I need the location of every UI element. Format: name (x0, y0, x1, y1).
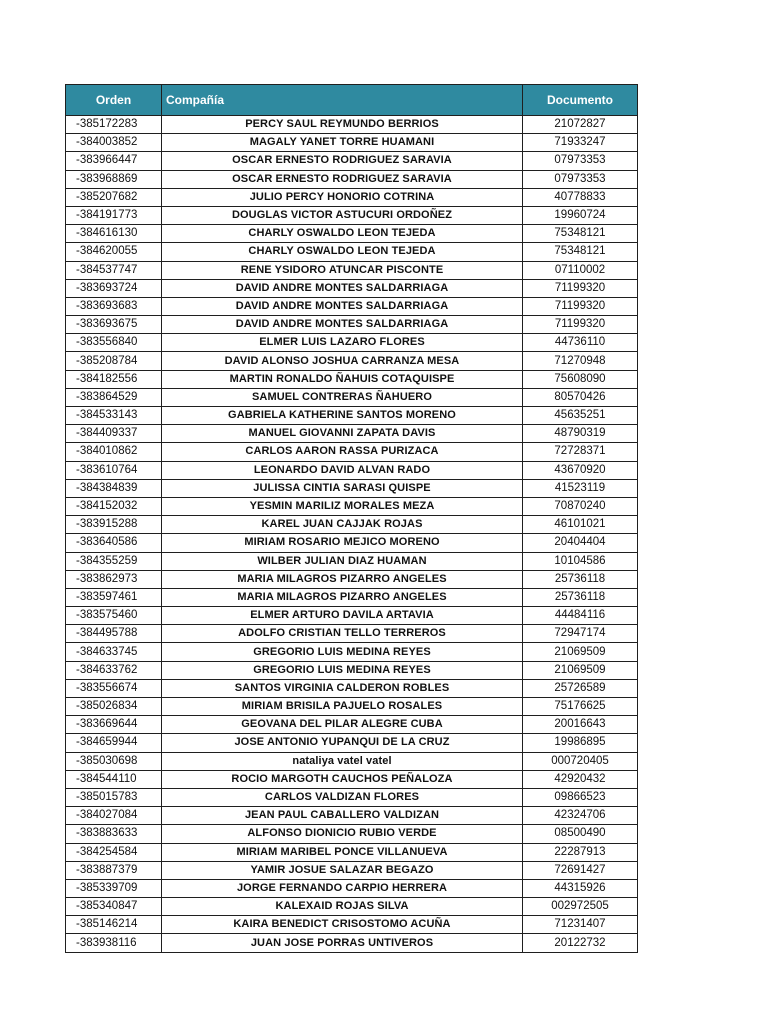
cell-orden: -384152032 (66, 497, 162, 515)
table-row (66, 279, 638, 297)
cell-compania: MARIA MILAGROS PIZARRO ANGELES (162, 588, 523, 606)
cell-documento: 19986895 (523, 734, 638, 752)
cell-documento: 21072827 (523, 116, 638, 134)
table-row (66, 116, 638, 134)
cell-documento: 20122732 (523, 934, 638, 952)
table-row (66, 552, 638, 570)
cell-documento: 71199320 (523, 279, 638, 297)
table-row (66, 388, 638, 406)
table-row (66, 461, 638, 479)
table-row (66, 134, 638, 152)
cell-compania: JULIO PERCY HONORIO COTRINA (162, 188, 523, 206)
cell-compania: ELMER LUIS LAZARO FLORES (162, 334, 523, 352)
cell-compania: ADOLFO CRISTIAN TELLO TERREROS (162, 625, 523, 643)
cell-compania: KAREL JUAN CAJJAK ROJAS (162, 516, 523, 534)
spreadsheet-sheet (65, 84, 637, 953)
cell-documento: 000720405 (523, 752, 638, 770)
table-row (66, 316, 638, 334)
cell-compania: CHARLY OSWALDO LEON TEJEDA (162, 225, 523, 243)
cell-orden: -384003852 (66, 134, 162, 152)
cell-documento: 25726589 (523, 679, 638, 697)
cell-documento: 72947174 (523, 625, 638, 643)
cell-documento: 42920432 (523, 770, 638, 788)
cell-compania: PERCY SAUL REYMUNDO BERRIOS (162, 116, 523, 134)
table-row (66, 188, 638, 206)
cell-compania: MIRIAM MARIBEL PONCE VILLANUEVA (162, 843, 523, 861)
cell-documento: 75176625 (523, 698, 638, 716)
cell-orden: -383597461 (66, 588, 162, 606)
cell-documento: 71199320 (523, 316, 638, 334)
cell-documento: 07110002 (523, 261, 638, 279)
cell-orden: -383669644 (66, 716, 162, 734)
cell-orden: -383640586 (66, 534, 162, 552)
cell-orden: -384633745 (66, 643, 162, 661)
cell-documento: 21069509 (523, 643, 638, 661)
orders-table (65, 84, 638, 953)
cell-documento: 21069509 (523, 661, 638, 679)
table-row (66, 206, 638, 224)
cell-compania: JUAN JOSE PORRAS UNTIVEROS (162, 934, 523, 952)
cell-compania: DAVID ANDRE MONTES SALDARRIAGA (162, 297, 523, 315)
table-header (66, 85, 638, 116)
cell-orden: -385172283 (66, 116, 162, 134)
cell-orden: -385339709 (66, 879, 162, 897)
cell-compania: CARLOS AARON RASSA PURIZACA (162, 443, 523, 461)
table-row (66, 261, 638, 279)
table-row (66, 243, 638, 261)
cell-compania: GABRIELA KATHERINE SANTOS MORENO (162, 407, 523, 425)
cell-orden: -383693724 (66, 279, 162, 297)
cell-orden: -384409337 (66, 425, 162, 443)
table-row (66, 425, 638, 443)
cell-orden: -385340847 (66, 898, 162, 916)
table-row (66, 497, 638, 515)
cell-compania: OSCAR ERNESTO RODRIGUEZ SARAVIA (162, 170, 523, 188)
cell-documento: 40778833 (523, 188, 638, 206)
table-row (66, 825, 638, 843)
table-row (66, 734, 638, 752)
cell-documento: 70870240 (523, 497, 638, 515)
table-row (66, 679, 638, 697)
table-row (66, 770, 638, 788)
table-row (66, 443, 638, 461)
cell-orden: -384537747 (66, 261, 162, 279)
cell-compania: OSCAR ERNESTO RODRIGUEZ SARAVIA (162, 152, 523, 170)
cell-documento: 22287913 (523, 843, 638, 861)
cell-compania: CARLOS VALDIZAN FLORES (162, 788, 523, 806)
cell-orden: -384633762 (66, 661, 162, 679)
cell-compania: GREGORIO LUIS MEDINA REYES (162, 643, 523, 661)
cell-orden: -384620055 (66, 243, 162, 261)
cell-orden: -383915288 (66, 516, 162, 534)
cell-documento: 41523119 (523, 479, 638, 497)
cell-orden: -385146214 (66, 916, 162, 934)
cell-documento: 72691427 (523, 861, 638, 879)
cell-documento: 75608090 (523, 370, 638, 388)
table-row (66, 643, 638, 661)
cell-compania: SANTOS VIRGINIA CALDERON ROBLES (162, 679, 523, 697)
cell-orden: -385030698 (66, 752, 162, 770)
table-row (66, 407, 638, 425)
table-row (66, 916, 638, 934)
cell-compania: GEOVANA DEL PILAR ALEGRE CUBA (162, 716, 523, 734)
cell-documento: 19960724 (523, 206, 638, 224)
cell-documento: 45635251 (523, 407, 638, 425)
cell-orden: -383556840 (66, 334, 162, 352)
column-header-orden: Orden (66, 85, 162, 116)
cell-orden: -383693675 (66, 316, 162, 334)
table-row (66, 807, 638, 825)
cell-compania: MANUEL GIOVANNI ZAPATA DAVIS (162, 425, 523, 443)
cell-orden: -383966447 (66, 152, 162, 170)
cell-documento: 10104586 (523, 552, 638, 570)
table-row (66, 370, 638, 388)
cell-compania: DAVID ALONSO JOSHUA CARRANZA MESA (162, 352, 523, 370)
cell-compania: RENE YSIDORO ATUNCAR PISCONTE (162, 261, 523, 279)
table-row (66, 879, 638, 897)
table-row (66, 607, 638, 625)
cell-orden: -383575460 (66, 607, 162, 625)
cell-orden: -383862973 (66, 570, 162, 588)
column-header-documento: Documento (523, 85, 638, 116)
table-row (66, 534, 638, 552)
cell-compania: KALEXAID ROJAS SILVA (162, 898, 523, 916)
cell-compania: JORGE FERNANDO CARPIO HERRERA (162, 879, 523, 897)
table-row (66, 716, 638, 734)
cell-compania: YESMIN MARILIZ MORALES MEZA (162, 497, 523, 515)
cell-documento: 44736110 (523, 334, 638, 352)
cell-documento: 80570426 (523, 388, 638, 406)
table-row (66, 225, 638, 243)
cell-orden: -385015783 (66, 788, 162, 806)
table-row (66, 479, 638, 497)
table-row (66, 570, 638, 588)
table-row (66, 334, 638, 352)
cell-compania: nataliya vatel vatel (162, 752, 523, 770)
table-row (66, 788, 638, 806)
table-row (66, 297, 638, 315)
cell-compania: DAVID ANDRE MONTES SALDARRIAGA (162, 279, 523, 297)
cell-orden: -383610764 (66, 461, 162, 479)
cell-orden: -384191773 (66, 206, 162, 224)
cell-documento: 20016643 (523, 716, 638, 734)
cell-orden: -384533143 (66, 407, 162, 425)
cell-orden: -383887379 (66, 861, 162, 879)
cell-documento: 20404404 (523, 534, 638, 552)
cell-compania: CHARLY OSWALDO LEON TEJEDA (162, 243, 523, 261)
cell-compania: KAIRA BENEDICT CRISOSTOMO ACUÑA (162, 916, 523, 934)
cell-compania: YAMIR JOSUE SALAZAR BEGAZO (162, 861, 523, 879)
cell-documento: 72728371 (523, 443, 638, 461)
cell-orden: -383968869 (66, 170, 162, 188)
cell-orden: -384495788 (66, 625, 162, 643)
cell-compania: ROCIO MARGOTH CAUCHOS PEÑALOZA (162, 770, 523, 788)
cell-documento: 75348121 (523, 225, 638, 243)
cell-compania: MARTIN RONALDO ÑAHUIS COTAQUISPE (162, 370, 523, 388)
cell-compania: SAMUEL CONTRERAS ÑAHUERO (162, 388, 523, 406)
table-row (66, 861, 638, 879)
cell-documento: 71933247 (523, 134, 638, 152)
cell-documento: 71231407 (523, 916, 638, 934)
cell-orden: -383556674 (66, 679, 162, 697)
cell-documento: 25736118 (523, 588, 638, 606)
cell-orden: -384659944 (66, 734, 162, 752)
cell-documento: 75348121 (523, 243, 638, 261)
table-row (66, 898, 638, 916)
table-row (66, 516, 638, 534)
cell-documento: 71270948 (523, 352, 638, 370)
cell-orden: -384254584 (66, 843, 162, 861)
cell-compania: WILBER JULIAN DIAZ HUAMAN (162, 552, 523, 570)
cell-documento: 07973353 (523, 152, 638, 170)
cell-compania: JOSE ANTONIO YUPANQUI DE LA CRUZ (162, 734, 523, 752)
table-body (66, 116, 638, 953)
table-row (66, 352, 638, 370)
cell-orden: -385207682 (66, 188, 162, 206)
cell-documento: 08500490 (523, 825, 638, 843)
cell-documento: 002972505 (523, 898, 638, 916)
cell-orden: -384384839 (66, 479, 162, 497)
table-row (66, 698, 638, 716)
cell-orden: -383864529 (66, 388, 162, 406)
cell-orden: -383693683 (66, 297, 162, 315)
cell-compania: LEONARDO DAVID ALVAN RADO (162, 461, 523, 479)
cell-documento: 25736118 (523, 570, 638, 588)
cell-orden: -383938116 (66, 934, 162, 952)
table-row (66, 934, 638, 952)
cell-compania: ELMER ARTURO DAVILA ARTAVIA (162, 607, 523, 625)
cell-orden: -384010862 (66, 443, 162, 461)
cell-orden: -383883633 (66, 825, 162, 843)
table-row (66, 170, 638, 188)
cell-orden: -384027084 (66, 807, 162, 825)
cell-compania: MIRIAM BRISILA PAJUELO ROSALES (162, 698, 523, 716)
table-row (66, 152, 638, 170)
cell-documento: 71199320 (523, 297, 638, 315)
cell-compania: MIRIAM ROSARIO MEJICO MORENO (162, 534, 523, 552)
cell-documento: 07973353 (523, 170, 638, 188)
cell-compania: MARIA MILAGROS PIZARRO ANGELES (162, 570, 523, 588)
cell-compania: ALFONSO DIONICIO RUBIO VERDE (162, 825, 523, 843)
cell-compania: DOUGLAS VICTOR ASTUCURI ORDOÑEZ (162, 206, 523, 224)
cell-compania: MAGALY YANET TORRE HUAMANI (162, 134, 523, 152)
column-header-compania: Compañía (162, 85, 523, 116)
table-row (66, 588, 638, 606)
cell-compania: JULISSA CINTIA SARASI QUISPE (162, 479, 523, 497)
cell-orden: -384544110 (66, 770, 162, 788)
cell-orden: -385208784 (66, 352, 162, 370)
cell-orden: -384355259 (66, 552, 162, 570)
header-row (66, 85, 638, 116)
cell-documento: 46101021 (523, 516, 638, 534)
table-row (66, 661, 638, 679)
cell-orden: -384182556 (66, 370, 162, 388)
cell-compania: JEAN PAUL CABALLERO VALDIZAN (162, 807, 523, 825)
table-row (66, 752, 638, 770)
cell-compania: GREGORIO LUIS MEDINA REYES (162, 661, 523, 679)
cell-documento: 09866523 (523, 788, 638, 806)
cell-compania: DAVID ANDRE MONTES SALDARRIAGA (162, 316, 523, 334)
cell-documento: 43670920 (523, 461, 638, 479)
cell-orden: -384616130 (66, 225, 162, 243)
cell-documento: 44315926 (523, 879, 638, 897)
table-row (66, 625, 638, 643)
cell-documento: 44484116 (523, 607, 638, 625)
cell-documento: 48790319 (523, 425, 638, 443)
cell-documento: 42324706 (523, 807, 638, 825)
table-row (66, 843, 638, 861)
cell-orden: -385026834 (66, 698, 162, 716)
